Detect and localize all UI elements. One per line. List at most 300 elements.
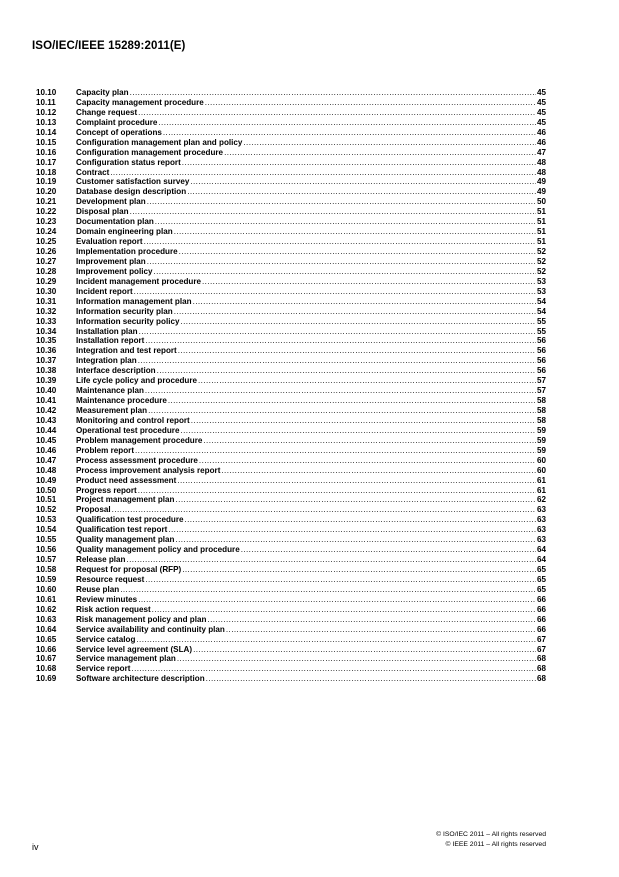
toc-entry-page: 55 xyxy=(536,326,546,336)
toc-entry[interactable] xyxy=(36,138,546,148)
toc-entry[interactable] xyxy=(36,645,546,655)
document-header: ISO/IEC/IEEE 15289:2011(E) xyxy=(32,40,186,52)
toc-leader-dots xyxy=(147,257,536,267)
toc-entry-page: 56 xyxy=(536,366,546,376)
toc-entry[interactable] xyxy=(36,317,546,327)
toc-entry-number: 10.33 xyxy=(36,316,57,326)
toc-entry[interactable] xyxy=(36,446,546,456)
toc-entry[interactable] xyxy=(36,366,546,376)
toc-entry-number: 10.30 xyxy=(36,286,57,296)
toc-entry-page: 68 xyxy=(536,674,546,684)
toc-entry-title: Disposal plan xyxy=(76,207,129,217)
copyright-ieee: © IEEE 2011 – All rights reserved xyxy=(445,841,546,848)
toc-entry-title: Proposal xyxy=(76,505,111,515)
toc-entry-number: 10.65 xyxy=(36,634,57,644)
toc-entry-title: Installation report xyxy=(76,336,145,346)
toc-entry[interactable] xyxy=(36,525,546,535)
toc-leader-dots xyxy=(138,356,536,366)
toc-entry-title: Service management plan xyxy=(76,654,176,664)
toc-entry-number: 10.44 xyxy=(36,425,57,435)
toc-leader-dots xyxy=(131,664,536,674)
toc-entry-number: 10.56 xyxy=(36,545,57,555)
toc-entry-number: 10.60 xyxy=(36,584,57,594)
toc-entry-number: 10.29 xyxy=(36,276,57,286)
toc-entry-page: 65 xyxy=(536,584,546,594)
toc-leader-dots xyxy=(145,575,536,585)
toc-entry[interactable] xyxy=(36,654,546,664)
toc-entry-number: 10.53 xyxy=(36,515,57,525)
toc-entry-title: Database design description xyxy=(76,187,187,197)
toc-leader-dots xyxy=(176,495,536,505)
toc-leader-dots xyxy=(163,128,536,138)
toc-entry-title: Integration plan xyxy=(76,356,137,366)
toc-entry-number: 10.28 xyxy=(36,266,57,276)
toc-entry-page: 54 xyxy=(536,296,546,306)
toc-entry[interactable] xyxy=(36,555,546,565)
toc-leader-dots xyxy=(182,158,536,168)
toc-entry-title: Interface description xyxy=(76,366,156,376)
toc-entry-page: 63 xyxy=(536,535,546,545)
toc-leader-dots xyxy=(177,476,536,486)
toc-entry[interactable] xyxy=(36,635,546,645)
toc-entry-page: 66 xyxy=(536,614,546,624)
toc-entry-page: 64 xyxy=(536,545,546,555)
toc-entry-page: 52 xyxy=(536,266,546,276)
toc-leader-dots xyxy=(112,505,536,515)
toc-entry-page: 63 xyxy=(536,505,546,515)
toc-entry-page: 67 xyxy=(536,634,546,644)
toc-leader-dots xyxy=(193,645,536,655)
toc-entry-number: 10.19 xyxy=(36,177,57,187)
toc-leader-dots xyxy=(147,197,536,207)
toc-entry-number: 10.69 xyxy=(36,674,57,684)
toc-entry-number: 10.34 xyxy=(36,326,57,336)
toc-entry-title: Operational test procedure xyxy=(76,425,180,435)
toc-leader-dots xyxy=(190,177,536,187)
toc-entry[interactable] xyxy=(36,416,546,426)
toc-entry-title: Improvement plan xyxy=(76,256,146,266)
toc-entry[interactable] xyxy=(36,535,546,545)
toc-entry-title: Service report xyxy=(76,664,131,674)
toc-entry-title: Domain engineering plan xyxy=(76,227,173,237)
toc-entry-title: Measurement plan xyxy=(76,406,148,415)
toc-leader-dots xyxy=(158,118,536,128)
toc-entry[interactable] xyxy=(36,595,546,605)
toc-entry-title: Software architecture description xyxy=(76,674,205,684)
toc-entry-page: 45 xyxy=(536,107,546,117)
toc-entry-number: 10.55 xyxy=(36,535,57,545)
toc-entry[interactable] xyxy=(36,267,546,277)
toc-entry-page: 45 xyxy=(536,117,546,127)
toc-entry[interactable] xyxy=(36,575,546,585)
toc-entry-number: 10.18 xyxy=(36,167,57,177)
toc-entry-number: 10.27 xyxy=(36,256,57,266)
toc-leader-dots xyxy=(182,565,536,575)
toc-entry-page: 66 xyxy=(536,624,546,634)
toc-entry-page: 51 xyxy=(536,217,546,227)
toc-entry[interactable] xyxy=(36,88,546,98)
toc-leader-dots xyxy=(168,396,536,406)
toc-entry-number: 10.58 xyxy=(36,565,57,574)
toc-leader-dots xyxy=(202,277,536,287)
toc-leader-dots xyxy=(180,317,536,327)
toc-entry-title: Quality management policy and procedure xyxy=(76,545,240,555)
toc-entry-number: 10.10 xyxy=(36,88,57,97)
toc-entry-page: 63 xyxy=(536,515,546,525)
toc-entry-title: Risk action request xyxy=(76,604,151,614)
toc-leader-dots xyxy=(153,267,536,277)
toc-entry-number: 10.40 xyxy=(36,386,57,396)
toc-entry-page: 66 xyxy=(536,594,546,604)
toc-entry-number: 10.66 xyxy=(36,644,57,654)
toc-entry-page: 59 xyxy=(536,445,546,455)
toc-entry[interactable] xyxy=(36,297,546,307)
toc-entry-number: 10.41 xyxy=(36,396,57,406)
toc-entry-title: Capacity plan xyxy=(76,88,129,97)
toc-entry-title: Installation plan xyxy=(76,326,138,336)
toc-entry-title: Service catalog xyxy=(76,634,136,644)
toc-entry-page: 48 xyxy=(536,157,546,167)
toc-entry-title: Documentation plan xyxy=(76,217,154,227)
toc-leader-dots xyxy=(203,436,536,446)
toc-entry[interactable] xyxy=(36,615,546,625)
toc-entry-title: Service level agreement (SLA) xyxy=(76,644,193,654)
toc-entry-page: 56 xyxy=(536,356,546,366)
toc-leader-dots xyxy=(145,386,536,396)
toc-entry-title: Maintenance procedure xyxy=(76,396,167,406)
toc-entry-title: Information security policy xyxy=(76,316,180,326)
toc-entry-title: Problem management procedure xyxy=(76,435,203,445)
toc-entry[interactable] xyxy=(36,386,546,396)
toc-entry-title: Configuration management plan and policy xyxy=(76,137,243,147)
toc-leader-dots xyxy=(206,674,536,684)
toc-entry[interactable] xyxy=(36,128,546,138)
toc-entry-number: 10.50 xyxy=(36,485,57,495)
toc-entry-number: 10.61 xyxy=(36,594,57,604)
toc-entry[interactable] xyxy=(36,356,546,366)
toc-entry[interactable] xyxy=(36,327,546,337)
toc-entry-page: 52 xyxy=(536,247,546,256)
toc-leader-dots xyxy=(177,654,536,664)
toc-entry[interactable] xyxy=(36,148,546,158)
toc-leader-dots xyxy=(179,247,536,257)
toc-entry-page: 45 xyxy=(536,88,546,97)
toc-entry-number: 10.64 xyxy=(36,624,57,634)
toc-entry[interactable] xyxy=(36,177,546,187)
toc-entry-number: 10.32 xyxy=(36,306,57,316)
toc-leader-dots xyxy=(226,625,536,635)
toc-entry-number: 10.13 xyxy=(36,117,57,127)
toc-entry[interactable] xyxy=(36,376,546,386)
toc-entry-title: Information management plan xyxy=(76,296,192,306)
toc-entry-page: 55 xyxy=(536,316,546,326)
toc-entry-number: 10.38 xyxy=(36,366,57,376)
toc-entry-title: Release plan xyxy=(76,555,126,565)
toc-entry-title: Incident report xyxy=(76,286,133,296)
toc-entry[interactable] xyxy=(36,277,546,287)
copyright-iso: © ISO/IEC 2011 – All rights reserved xyxy=(436,831,546,838)
toc-entry-number: 10.43 xyxy=(36,415,57,425)
toc-entry-title: Customer satisfaction survey xyxy=(76,177,190,187)
toc-entry-title: Review minutes xyxy=(76,594,138,604)
toc-entry[interactable] xyxy=(36,287,546,297)
toc-entry-title: Information security plan xyxy=(76,306,173,316)
toc-entry-title: Configuration status report xyxy=(76,157,181,167)
toc-entry-title: Monitoring and control report xyxy=(76,415,190,425)
toc-entry[interactable] xyxy=(36,545,546,555)
toc-entry-title: Implementation procedure xyxy=(76,247,178,256)
toc-entry[interactable] xyxy=(36,674,546,684)
toc-entry-number: 10.22 xyxy=(36,207,57,217)
toc-entry[interactable] xyxy=(36,307,546,317)
toc-entry-number: 10.25 xyxy=(36,237,57,247)
toc-leader-dots xyxy=(148,406,536,416)
toc-leader-dots xyxy=(178,346,536,356)
toc-entry-page: 49 xyxy=(536,187,546,197)
toc-entry-page: 56 xyxy=(536,346,546,356)
toc-entry[interactable] xyxy=(36,466,546,476)
toc-leader-dots xyxy=(207,615,536,625)
toc-entry-number: 10.68 xyxy=(36,664,57,674)
toc-entry[interactable] xyxy=(36,495,546,505)
toc-entry[interactable] xyxy=(36,187,546,197)
toc-entry-title: Process assessment procedure xyxy=(76,455,198,465)
toc-entry-page: 54 xyxy=(536,306,546,316)
toc-entry-page: 51 xyxy=(536,227,546,237)
toc-entry-number: 10.20 xyxy=(36,187,57,197)
toc-entry-title: Improvement policy xyxy=(76,266,153,276)
toc-entry[interactable] xyxy=(36,237,546,247)
toc-entry[interactable] xyxy=(36,565,546,575)
toc-entry-number: 10.39 xyxy=(36,376,57,386)
toc-entry-title: Integration and test report xyxy=(76,346,177,356)
toc-entry-title: Quality management plan xyxy=(76,535,175,545)
toc-leader-dots xyxy=(145,336,536,346)
toc-entry-page: 59 xyxy=(536,435,546,445)
toc-entry[interactable] xyxy=(36,396,546,406)
toc-leader-dots xyxy=(224,148,536,158)
toc-leader-dots xyxy=(180,426,536,436)
toc-entry-number: 10.26 xyxy=(36,247,57,256)
toc-entry-page: 50 xyxy=(536,197,546,207)
toc-entry-page: 68 xyxy=(536,654,546,664)
toc-entry-title: Risk management policy and plan xyxy=(76,614,207,624)
toc-entry-title: Concept of operations xyxy=(76,127,162,137)
toc-leader-dots xyxy=(135,446,536,456)
toc-entry-title: Reuse plan xyxy=(76,584,120,594)
table-of-contents xyxy=(36,88,546,684)
toc-entry-page: 58 xyxy=(536,396,546,406)
toc-entry-title: Maintenance plan xyxy=(76,386,144,396)
toc-leader-dots xyxy=(120,585,536,595)
toc-leader-dots xyxy=(199,456,536,466)
toc-entry-title: Life cycle policy and procedure xyxy=(76,376,197,386)
toc-entry-number: 10.11 xyxy=(36,97,56,107)
toc-leader-dots xyxy=(243,138,536,148)
toc-entry-number: 10.21 xyxy=(36,197,57,207)
toc-entry-page: 60 xyxy=(536,455,546,465)
toc-entry[interactable] xyxy=(36,118,546,128)
toc-entry-title: Service availability and continuity plan xyxy=(76,624,225,634)
toc-entry-title: Process improvement analysis report xyxy=(76,465,221,475)
toc-entry-number: 10.59 xyxy=(36,574,57,584)
toc-entry-number: 10.57 xyxy=(36,555,57,565)
toc-entry[interactable] xyxy=(36,158,546,168)
toc-entry-title: Product need assessment xyxy=(76,475,177,485)
toc-leader-dots xyxy=(138,595,536,605)
toc-leader-dots xyxy=(152,605,536,615)
toc-entry-page: 53 xyxy=(536,276,546,286)
toc-entry[interactable] xyxy=(36,346,546,356)
toc-entry-number: 10.14 xyxy=(36,127,57,137)
toc-entry[interactable] xyxy=(36,426,546,436)
toc-leader-dots xyxy=(130,207,536,217)
toc-entry-title: Capacity management procedure xyxy=(76,97,204,107)
toc-entry-number: 10.15 xyxy=(36,137,57,147)
toc-entry[interactable] xyxy=(36,207,546,217)
toc-entry-page: 60 xyxy=(536,465,546,475)
toc-entry[interactable] xyxy=(36,515,546,525)
toc-entry-number: 10.37 xyxy=(36,356,57,366)
toc-entry-page: 57 xyxy=(536,386,546,396)
toc-entry-page: 67 xyxy=(536,644,546,654)
toc-leader-dots xyxy=(205,98,536,108)
toc-entry[interactable] xyxy=(36,456,546,466)
toc-entry-number: 10.31 xyxy=(36,296,57,306)
toc-leader-dots xyxy=(191,416,536,426)
toc-leader-dots xyxy=(130,88,536,98)
toc-leader-dots xyxy=(241,545,536,555)
toc-entry-page: 46 xyxy=(536,127,546,137)
toc-entry-title: Change request xyxy=(76,107,138,117)
toc-entry[interactable] xyxy=(36,505,546,515)
toc-entry[interactable] xyxy=(36,217,546,227)
toc-leader-dots xyxy=(174,227,536,237)
toc-entry-title: Request for proposal (RFP) xyxy=(76,565,182,574)
toc-entry-page: 61 xyxy=(536,485,546,495)
toc-entry-page: 58 xyxy=(536,415,546,425)
toc-entry[interactable] xyxy=(36,436,546,446)
toc-entry-number: 10.23 xyxy=(36,217,57,227)
toc-entry-number: 10.63 xyxy=(36,614,57,624)
toc-entry-title: Configuration management procedure xyxy=(76,147,224,157)
toc-entry-number: 10.51 xyxy=(36,495,57,505)
toc-entry-page: 52 xyxy=(536,256,546,266)
toc-entry[interactable] xyxy=(36,108,546,118)
toc-entry-page: 53 xyxy=(536,286,546,296)
toc-leader-dots xyxy=(185,515,536,525)
toc-entry-page: 47 xyxy=(536,147,546,157)
toc-entry-page: 49 xyxy=(536,177,546,187)
toc-leader-dots xyxy=(157,366,536,376)
toc-entry-title: Contract xyxy=(76,167,110,177)
copyright-block xyxy=(436,830,546,850)
toc-leader-dots xyxy=(193,297,536,307)
toc-entry[interactable] xyxy=(36,605,546,615)
page-number: iv xyxy=(32,842,39,852)
toc-entry[interactable] xyxy=(36,406,546,416)
toc-entry-number: 10.62 xyxy=(36,604,57,614)
toc-leader-dots xyxy=(155,217,536,227)
toc-entry[interactable] xyxy=(36,486,546,496)
toc-leader-dots xyxy=(138,108,536,118)
toc-entry-title: Incident management procedure xyxy=(76,276,202,286)
toc-leader-dots xyxy=(168,525,536,535)
toc-leader-dots xyxy=(176,535,536,545)
toc-entry-page: 51 xyxy=(536,207,546,217)
toc-entry-title: Project management plan xyxy=(76,495,175,505)
toc-entry-page: 68 xyxy=(536,664,546,674)
toc-entry-page: 65 xyxy=(536,574,546,584)
toc-entry-title: Development plan xyxy=(76,197,146,207)
toc-entry[interactable] xyxy=(36,664,546,674)
toc-leader-dots xyxy=(174,307,536,317)
toc-entry-number: 10.46 xyxy=(36,445,57,455)
toc-leader-dots xyxy=(138,486,536,496)
toc-entry-number: 10.52 xyxy=(36,505,57,515)
toc-entry-number: 10.24 xyxy=(36,227,57,237)
toc-entry-page: 56 xyxy=(536,336,546,346)
toc-leader-dots xyxy=(110,168,536,178)
toc-entry[interactable] xyxy=(36,476,546,486)
toc-leader-dots xyxy=(198,376,536,386)
toc-entry-page: 48 xyxy=(536,167,546,177)
toc-entry-page: 65 xyxy=(536,565,546,574)
toc-entry-page: 57 xyxy=(536,376,546,386)
toc-leader-dots xyxy=(127,555,536,565)
toc-entry[interactable] xyxy=(36,227,546,237)
toc-entry-page: 46 xyxy=(536,137,546,147)
toc-leader-dots xyxy=(221,466,536,476)
toc-entry-number: 10.48 xyxy=(36,465,57,475)
toc-entry-page: 51 xyxy=(536,237,546,247)
toc-entry-number: 10.12 xyxy=(36,107,57,117)
toc-entry[interactable] xyxy=(36,257,546,267)
toc-leader-dots xyxy=(187,187,536,197)
toc-entry-number: 10.36 xyxy=(36,346,57,356)
toc-entry-page: 63 xyxy=(536,525,546,535)
toc-entry-page: 58 xyxy=(536,406,546,415)
toc-entry[interactable] xyxy=(36,585,546,595)
toc-entry-title: Evaluation report xyxy=(76,237,143,247)
toc-entry-title: Problem report xyxy=(76,445,135,455)
toc-entry-number: 10.17 xyxy=(36,157,57,167)
toc-entry-number: 10.49 xyxy=(36,475,57,485)
toc-leader-dots xyxy=(134,287,536,297)
toc-entry[interactable] xyxy=(36,247,546,257)
toc-entry-number: 10.42 xyxy=(36,406,57,415)
toc-leader-dots xyxy=(136,635,536,645)
toc-entry-page: 61 xyxy=(536,475,546,485)
toc-entry-page: 62 xyxy=(536,495,546,505)
toc-entry[interactable] xyxy=(36,168,546,178)
toc-entry-title: Progress report xyxy=(76,485,137,495)
toc-entry[interactable] xyxy=(36,98,546,108)
toc-entry-title: Qualification test procedure xyxy=(76,515,184,525)
toc-entry-page: 64 xyxy=(536,555,546,565)
toc-entry-title: Resource request xyxy=(76,574,145,584)
toc-entry-number: 10.35 xyxy=(36,336,57,346)
toc-entry-title: Qualification test report xyxy=(76,525,168,535)
toc-entry[interactable] xyxy=(36,197,546,207)
toc-entry-number: 10.45 xyxy=(36,435,57,445)
toc-entry-page: 59 xyxy=(536,425,546,435)
toc-entry-page: 66 xyxy=(536,604,546,614)
toc-entry[interactable] xyxy=(36,625,546,635)
toc-leader-dots xyxy=(139,327,536,337)
toc-entry-number: 10.67 xyxy=(36,654,57,664)
toc-entry[interactable] xyxy=(36,336,546,346)
